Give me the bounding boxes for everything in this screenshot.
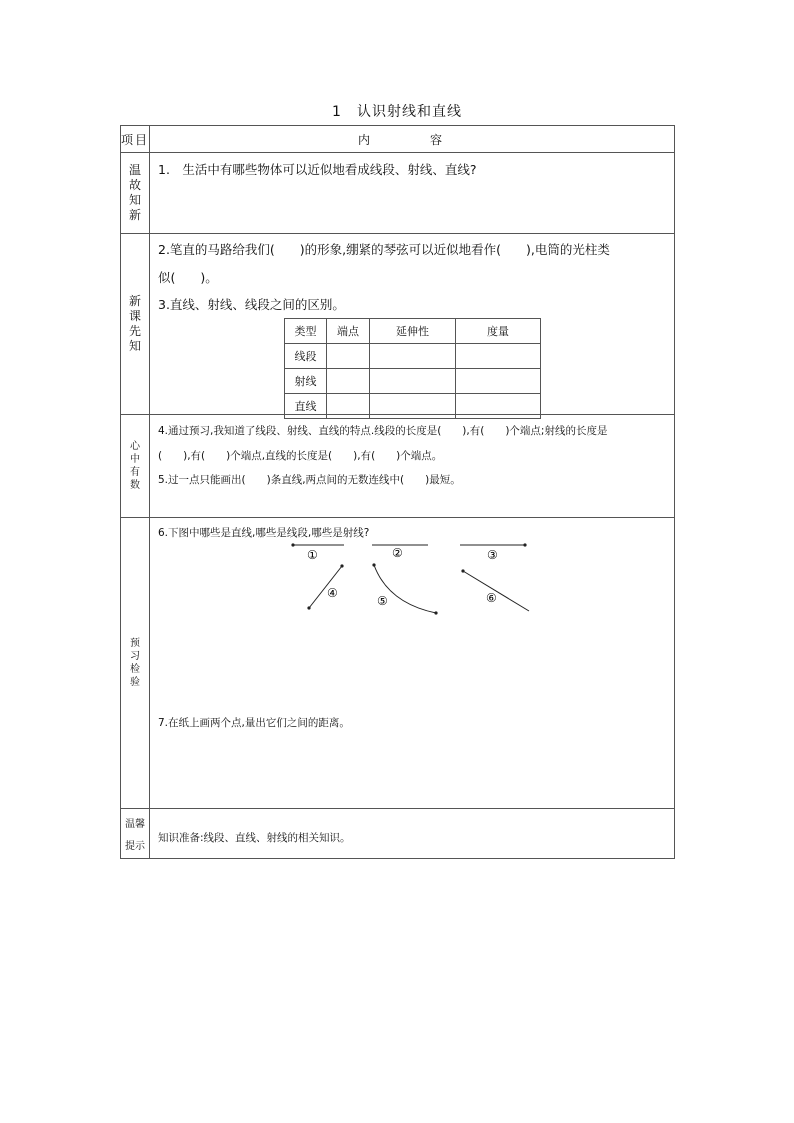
question-2-line-1: 2.笔直的马路给我们( )的形象,绷紧的琴弦可以近似地看作( ),电筒的光柱类 — [158, 242, 610, 257]
section-label-tips — [121, 809, 150, 859]
answer-cell[interactable] — [456, 369, 541, 394]
figure-label-2: ② — [392, 546, 403, 560]
header-row — [121, 126, 675, 153]
question-4-line-1: 4.通过预习,我知道了线段、射线、直线的特点.线段的长度是( ),有( )个端点;射线的长度是 — [158, 425, 608, 437]
comparison-header-extension: 延伸性 — [370, 319, 456, 344]
answer-cell[interactable] — [456, 344, 541, 369]
question-3: 3.直线、射线、线段之间的区别。 — [158, 297, 345, 312]
section-label-mind: 心中有数 — [121, 415, 150, 518]
figure-label-3: ③ — [487, 548, 498, 562]
lesson-table — [120, 125, 675, 859]
figure-point — [461, 569, 464, 572]
comparison-table — [284, 318, 541, 419]
check-content — [150, 518, 675, 809]
lines-figure — [150, 540, 675, 640]
tips-text: 知识准备:线段、直线、射线的相关知识。 — [158, 832, 351, 844]
comparison-header-endpoints: 端点 — [327, 319, 370, 344]
question-1: 1. 生活中有哪些物体可以近似地看成线段、射线、直线? — [158, 162, 477, 177]
question-7: 7.在纸上画两个点,量出它们之间的距离。 — [158, 717, 350, 729]
section-preview — [121, 234, 675, 415]
question-6: 6.下图中哪些是直线,哪些是线段,哪些是射线? — [158, 527, 370, 539]
comparison-row-label: 线段 — [285, 344, 327, 369]
figure-point — [523, 543, 526, 546]
comparison-row-label: 直线 — [285, 394, 327, 419]
figure-point — [291, 543, 294, 546]
review-content — [150, 153, 675, 234]
question-2-line-2: 似( )。 — [158, 270, 218, 285]
figure-label-6: ⑥ — [486, 591, 497, 605]
page-title: 1 认识射线和直线 — [332, 104, 462, 120]
figure-point — [307, 606, 310, 609]
tips-label-line-1: 温馨 — [125, 818, 145, 830]
section-label-check: 预习检验 — [121, 518, 150, 809]
answer-cell[interactable] — [327, 344, 370, 369]
figure-point — [340, 564, 343, 567]
section-label-review: 温故知新 — [121, 153, 150, 234]
question-4-line-2: ( ),有( )个端点,直线的长度是( ),有( )个端点。 — [158, 450, 443, 462]
column-header-item: 项目 — [121, 126, 150, 153]
figure-point — [372, 563, 375, 566]
tips-label-line-2: 提示 — [125, 840, 145, 852]
preview-content — [150, 234, 675, 415]
answer-cell[interactable] — [370, 369, 456, 394]
answer-cell[interactable] — [327, 369, 370, 394]
column-header-content: 内 容 — [150, 126, 675, 153]
answer-cell[interactable] — [370, 344, 456, 369]
figure-label-1: ① — [307, 548, 318, 562]
comparison-header-measure: 度量 — [456, 319, 541, 344]
section-mind — [121, 415, 675, 518]
mind-content — [150, 415, 675, 518]
question-5: 5.过一点只能画出( )条直线,两点间的无数连线中( )最短。 — [158, 474, 461, 486]
comparison-row — [285, 344, 541, 369]
section-tips — [121, 809, 675, 859]
section-review — [121, 153, 675, 234]
tips-content — [150, 809, 675, 859]
comparison-header-row — [285, 319, 541, 344]
figure-label-5: ⑤ — [377, 594, 388, 608]
figure-label-4: ④ — [327, 586, 338, 600]
section-label-preview: 新课先知 — [121, 234, 150, 415]
section-check — [121, 518, 675, 809]
comparison-row — [285, 369, 541, 394]
figure-point — [434, 611, 437, 614]
comparison-header-type: 类型 — [285, 319, 327, 344]
comparison-row-label: 射线 — [285, 369, 327, 394]
